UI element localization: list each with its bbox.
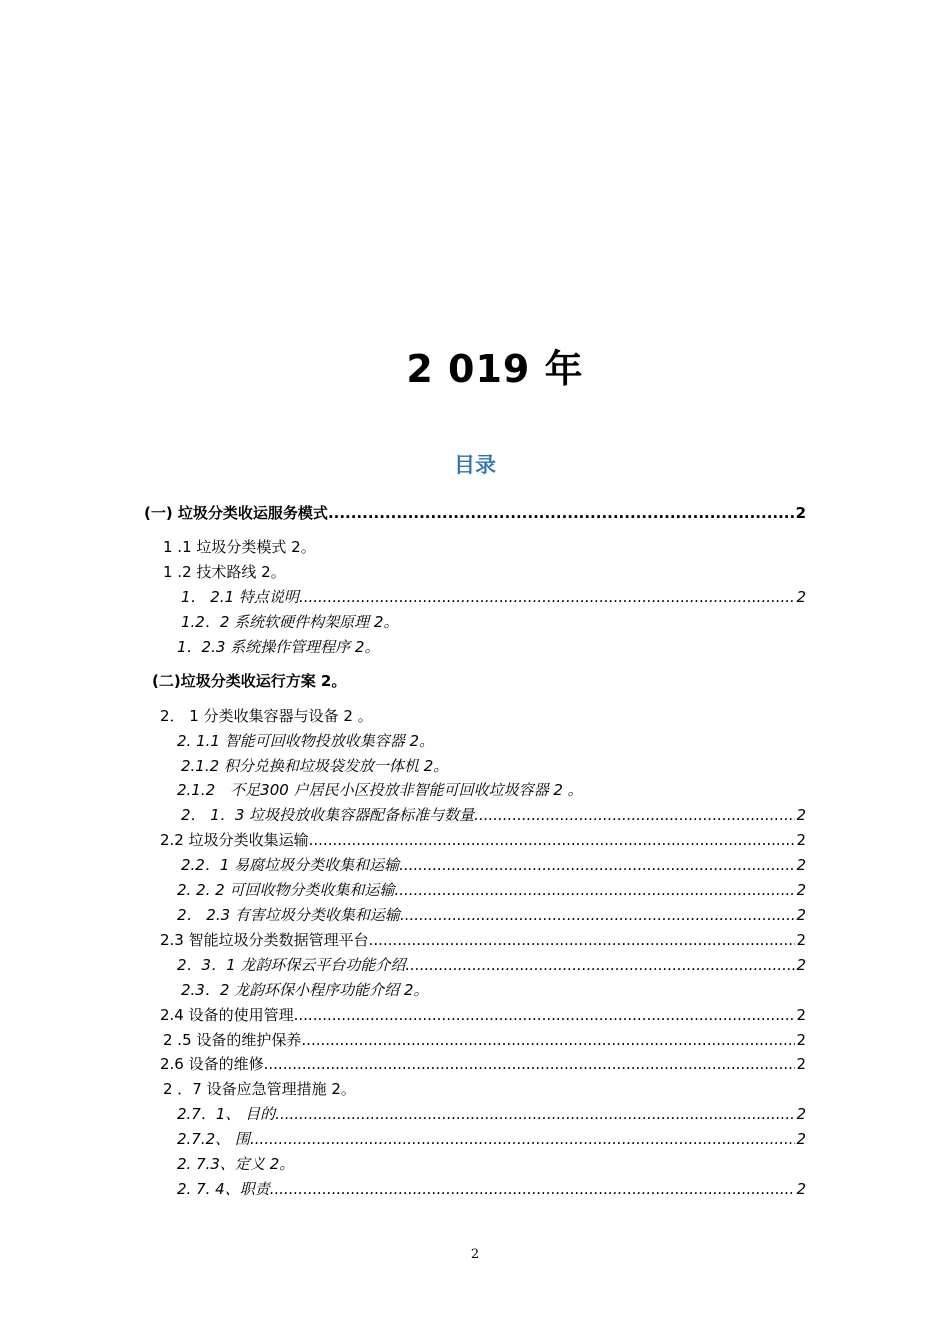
toc-entry-text: 2 .5 设备的维护保养: [163, 1031, 302, 1049]
toc-entry-page: 2: [796, 588, 806, 606]
toc-title: 目录: [454, 453, 496, 477]
toc-entry-text: 1.2．2 系统软硬件构架原理 2。: [181, 613, 399, 631]
cover-year: 2 019 年: [406, 347, 584, 391]
toc-entry[interactable]: [152, 670, 346, 692]
toc-entry-text: 2.2 垃圾分类收集运输: [160, 831, 309, 849]
toc-entry-page: 2: [796, 806, 806, 824]
toc-entry[interactable]: [144, 502, 806, 524]
toc-entry-text: 2． 2.3 有害垃圾分类收集和运输: [177, 906, 400, 924]
toc-entry[interactable]: [160, 929, 806, 951]
toc-entry-text: (一) 垃圾分类收运服务模式: [144, 504, 328, 522]
toc-leader: [301, 1029, 795, 1051]
toc-entry-text: 2.2．1 易腐垃圾分类收集和运输: [181, 856, 400, 874]
toc-entry-text: 2 ．7 设备应急管理措施 2。: [163, 1080, 356, 1098]
toc-entry-text: (二)垃圾分类收运行方案 2。: [152, 672, 347, 690]
toc-entry-text: 2. 1.1 智能可回收物投放收集容器 2。: [177, 732, 435, 750]
toc-entry-text: 1 .1 垃圾分类模式 2。: [163, 538, 316, 556]
toc-entry-page: 2: [795, 504, 806, 522]
toc-entry[interactable]: [177, 1103, 806, 1125]
toc-entry-text: 1．2.3 系统操作管理程序 2。: [177, 638, 380, 656]
toc-leader: [328, 502, 795, 524]
toc-leader: [250, 1128, 796, 1150]
toc-entry[interactable]: [160, 1004, 806, 1026]
toc-entry[interactable]: [163, 561, 286, 583]
toc-leader: [394, 879, 795, 901]
toc-entry[interactable]: [177, 1178, 806, 1200]
toc-entry[interactable]: [177, 904, 806, 926]
page-number: 2: [470, 1247, 480, 1262]
toc-entry[interactable]: [177, 1128, 806, 1150]
toc-entry-page: 2: [796, 1006, 806, 1024]
toc-leader: [474, 804, 795, 826]
toc-entry-text: 2.3．2 龙韵环保小程序功能介绍 2。: [181, 981, 429, 999]
toc-entry-page: 2: [796, 856, 806, 874]
toc-entry-text: 1 .2 技术路线 2。: [163, 563, 286, 581]
toc-entry[interactable]: [177, 879, 806, 901]
toc-entry-text: 2. 7.3、定义 2。: [177, 1155, 295, 1173]
toc-leader: [400, 904, 796, 926]
toc-leader: [299, 586, 796, 608]
toc-leader: [369, 929, 796, 951]
toc-entry[interactable]: [160, 1053, 806, 1075]
toc-entry-text: 2.1.2 积分兑换和垃圾袋发放一体机 2。: [181, 757, 449, 775]
toc-entry-text: 1． 2.1 特点说明: [181, 588, 299, 606]
toc-entry[interactable]: [181, 611, 398, 633]
toc-entry[interactable]: [160, 829, 806, 851]
toc-entry[interactable]: [163, 536, 316, 558]
toc-entry-page: 2: [796, 956, 806, 974]
toc-entry-text: 2.6 设备的维修: [160, 1055, 264, 1073]
toc-entry-page: 2: [796, 1055, 806, 1073]
toc-leader: [294, 1004, 796, 1026]
toc-entry[interactable]: [181, 979, 428, 1001]
toc-entry-page: 2: [796, 931, 806, 949]
toc-leader: [264, 1053, 796, 1075]
toc-leader: [399, 854, 795, 876]
toc-entry[interactable]: [163, 1029, 806, 1051]
toc-entry-page: 2: [796, 1180, 806, 1198]
toc-entry-text: 2.7.2、 围: [177, 1130, 250, 1148]
toc-entry[interactable]: [163, 1078, 356, 1100]
toc-entry-text: 2.3 智能垃圾分类数据管理平台: [160, 931, 369, 949]
toc-entry[interactable]: [181, 854, 806, 876]
toc-entry-page: 2: [796, 1105, 806, 1123]
toc-leader: [405, 954, 795, 976]
toc-entry-page: 2: [796, 1031, 806, 1049]
toc-entry[interactable]: [177, 1153, 294, 1175]
toc-entry-text: 2. 7. 4、职责: [177, 1180, 270, 1198]
toc-entry[interactable]: [181, 804, 806, 826]
toc-entry[interactable]: [181, 755, 448, 777]
toc-entry-page: 2: [796, 906, 806, 924]
toc-entry[interactable]: [181, 586, 806, 608]
toc-entry[interactable]: [177, 779, 583, 801]
toc-entry-text: 2． 1 分类收集容器与设备 2 。: [160, 707, 373, 725]
toc-entry-text: 2. 2. 2 可回收物分类收集和运输: [177, 881, 395, 899]
toc-leader: [270, 1178, 796, 1200]
toc-entry-text: 2.4 设备的使用管理: [160, 1006, 294, 1024]
toc-entry-page: 2: [796, 831, 806, 849]
toc-entry[interactable]: [160, 705, 373, 727]
toc-entry-text: 2．3．1 龙韵环保云平台功能介绍: [177, 956, 406, 974]
toc-entry[interactable]: [177, 636, 379, 658]
toc-entry[interactable]: [177, 954, 806, 976]
toc-entry[interactable]: [177, 730, 434, 752]
toc-entry-text: 2． 1．3 垃圾投放收集容器配备标准与数量: [181, 806, 475, 824]
toc-entry-page: 2: [796, 881, 806, 899]
toc-leader: [309, 829, 796, 851]
toc-entry-text: 2.7．1、 目的: [177, 1105, 276, 1123]
toc-leader: [275, 1103, 795, 1125]
toc-entry-text: 2.1.2 不足300 户居民小区投放非智能可回收垃圾容器 2 。: [177, 781, 583, 799]
toc-entry-page: 2: [796, 1130, 806, 1148]
